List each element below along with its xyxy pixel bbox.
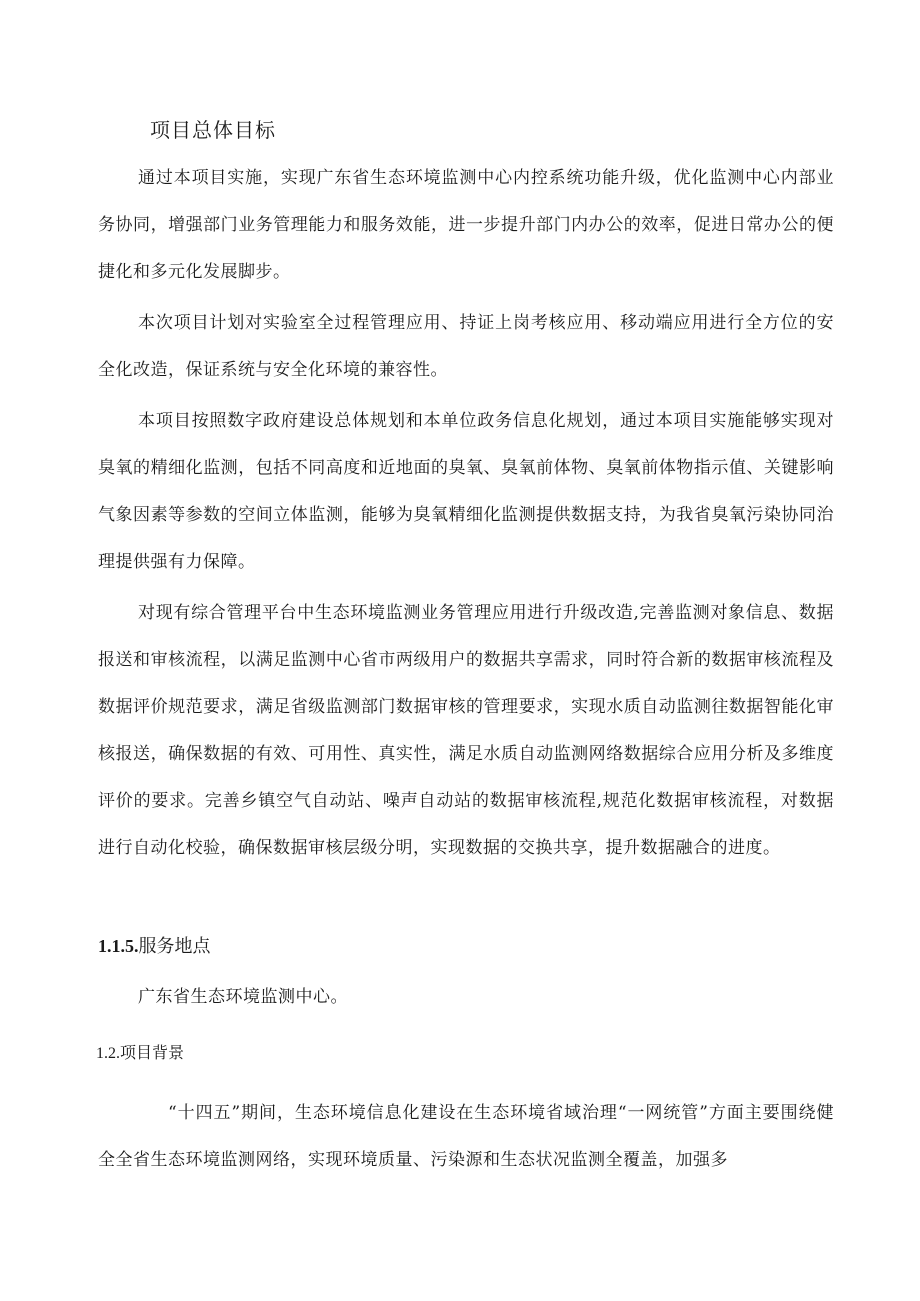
section-title: 项目总体目标: [150, 118, 276, 142]
heading-service-location: [98, 932, 211, 958]
heading-number: 1.2.: [96, 1045, 120, 1062]
heading-project-background: [96, 1040, 184, 1063]
heading-text: 服务地点: [138, 936, 211, 957]
paragraph-ozone-monitoring: 本项目按照数字政府建设总体规划和本单位政务信息化规划，通过本项目实施能够实现对臭氧的精细化监测，包括不同高度和近地面的臭氧、臭氧前体物、臭氧前体物指示值、关键影响气象因素等参数的空间立体监测，能够为臭氧精细化监测提供数据支持，为我省臭氧污染协同治理提供强有力保障。: [98, 411, 834, 572]
heading-text: 项目背景: [120, 1043, 185, 1062]
service-location-text: 广东省生态环境监测中心。: [138, 987, 348, 1007]
paragraph-platform-upgrade: 对现有综合管理平台中生态环境监测业务管理应用进行升级改造,完善监测对象信息、数据报送和审核流程，以满足监测中心省市两级用户的数据共享需求，同时符合新的数据审核流程及数据评价规范要求，满足省级监测部门数据审核的管理要求，实现水质自动监测往数据智能化审核报送，确保数据的有效、可用性、真实性，满足水质自动监测网络数据综合应用分析及多维度评价的要求。完善乡镇空气自动站、噪声自动站的数据审核流程,规范化数据审核流程，对数据进行自动化校验，确保数据审核层级分明，实现数据的交换共享，提升数据融合的进度。: [98, 603, 834, 858]
paragraph-system-upgrade: 通过本项目实施，实现广东省生态环境监测中心内控系统功能升级，优化监测中心内部业务协同，增强部门业务管理能力和服务效能，进一步提升部门内办公的效率，促进日常办公的便捷化和多元化发展脚步。: [98, 168, 834, 282]
heading-number: 1.1.5.: [98, 936, 139, 956]
paragraph-security-retrofit: 本次项目计划对实验室全过程管理应用、持证上岗考核应用、移动端应用进行全方位的安全化改造，保证系统与安全化环境的兼容性。: [98, 313, 834, 380]
paragraph-background: “十四五”期间，生态环境信息化建设在生态环境省域治理“一网统管”方面主要围绕健全全省生态环境监测网络，实现环境质量、污染源和生态状况监测全覆盖，加强多: [98, 1103, 834, 1170]
